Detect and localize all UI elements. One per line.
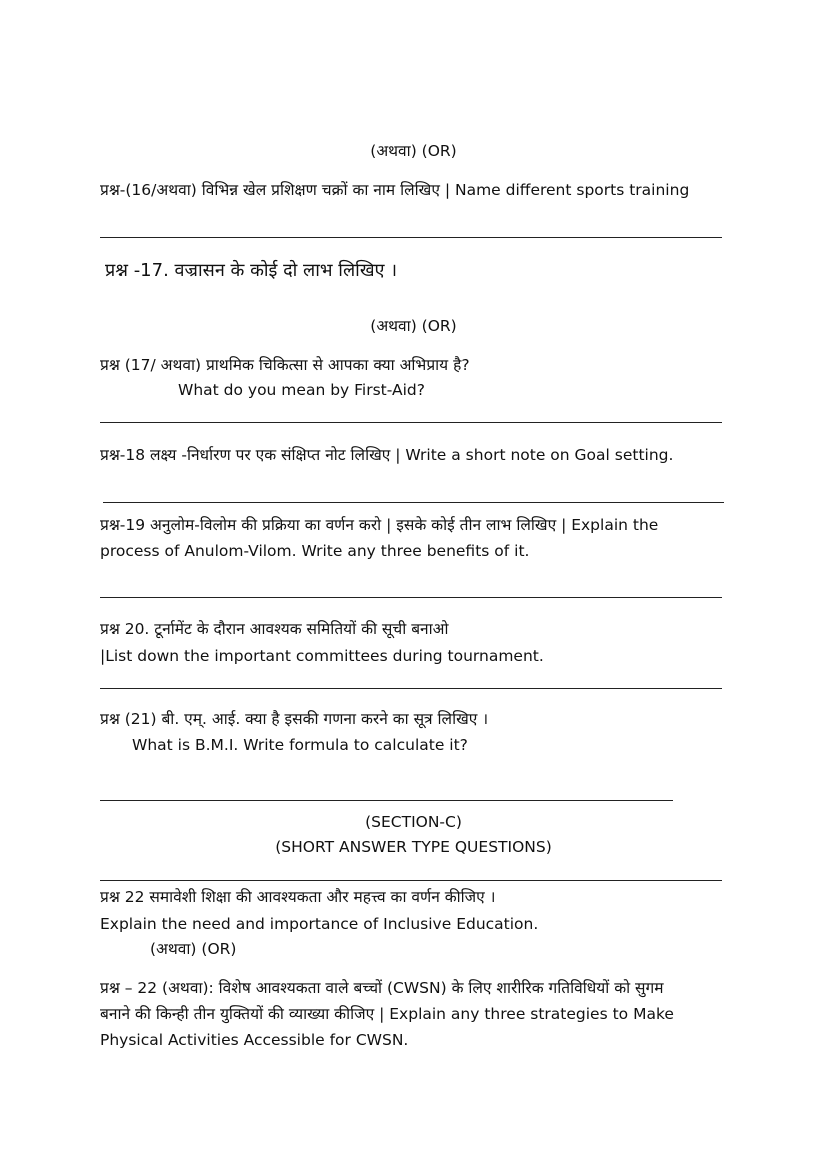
q17-or-label: (अथवा) (OR)	[370, 317, 457, 335]
q16-or-label: (अथवा) (OR)	[370, 142, 457, 160]
q19-question-line1: प्रश्न-19 अनुलोम-विलोम की प्रक्रिया का वर्णन करो | इसके कोई तीन लाभ लिखिए | Explain the	[100, 516, 659, 534]
q20-question-line1: प्रश्न 20. टूर्नामेंट के दौरान आवश्यक समितियों की सूची बनाओ	[100, 620, 449, 638]
q19-question-line2: process of Anulom-Vilom. Write any three benefits of it.	[100, 542, 530, 560]
answer-line	[100, 688, 722, 689]
q22-or-question-line3: Physical Activities Accessible for CWSN.	[100, 1031, 409, 1049]
answer-line	[100, 422, 722, 423]
answer-line	[100, 597, 722, 598]
q22-or-question-line1: प्रश्न – 22 (अथवा): विशेष आवश्यकता वाले बच्चों (CWSN) के लिए शारीरिक गतिविधियों को सुगम	[100, 979, 664, 997]
section-divider	[100, 880, 722, 881]
q18-question: प्रश्न-18 लक्ष्य -निर्धारण पर एक संक्षिप्त नोट लिखिए | Write a short note on Goal setting.	[100, 446, 674, 464]
q22-or-question-line2: बनाने की किन्ही तीन युक्तियों की व्याख्या कीजिए | Explain any three strategies to Make	[100, 1005, 674, 1023]
q17-or-question-english: What do you mean by First-Aid?	[178, 381, 425, 399]
answer-line	[100, 800, 673, 801]
answer-line	[100, 237, 722, 238]
q22-question-english: Explain the need and importance of Inclusive Education.	[100, 915, 539, 933]
answer-line	[103, 502, 724, 503]
q16-or-question: प्रश्न-(16/अथवा) विभिन्न खेल प्रशिक्षण चक्रों का नाम लिखिए | Name different sports training	[100, 181, 690, 199]
q21-question-hindi: प्रश्न (21) बी. एम्. आई. क्या है इसकी गणना करने का सूत्र लिखिए ।	[100, 710, 489, 728]
q22-question-hindi: प्रश्न 22 समावेशी शिक्षा की आवश्यकता और महत्त्व का वर्णन कीजिए ।	[100, 888, 496, 906]
q22-or-label: (अथवा) (OR)	[150, 940, 237, 958]
section-subtitle: (SHORT ANSWER TYPE QUESTIONS)	[275, 838, 552, 856]
q20-question-line2: |List down the important committees during tournament.	[100, 647, 544, 665]
q17-question: प्रश्न -17. वज्रासन के कोई दो लाभ लिखिए ।	[105, 260, 398, 281]
q21-question-english: What is B.M.I. Write formula to calculate it?	[132, 736, 468, 754]
section-title: (SECTION-C)	[365, 813, 462, 831]
q17-or-question-hindi: प्रश्न (17/ अथवा) प्राथमिक चिकित्सा से आपका क्या अभिप्राय है?	[100, 356, 470, 374]
